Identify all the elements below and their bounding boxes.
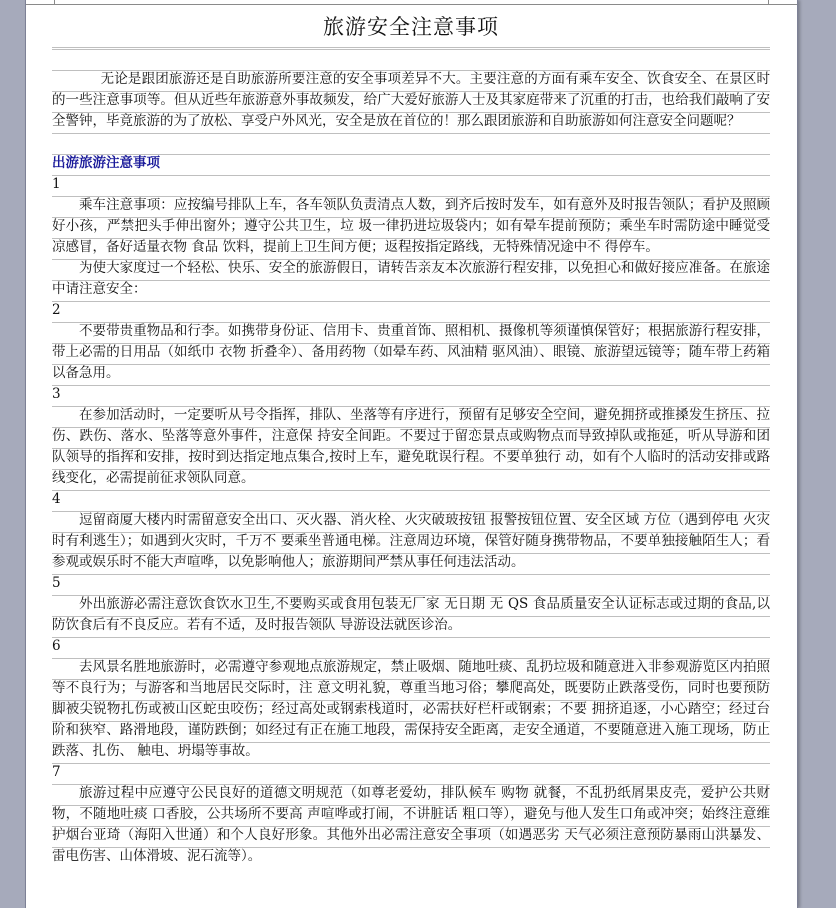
item-number: 5 (52, 575, 61, 591)
item-paragraph: 旅游过程中应遵守公民良好的道德文明规范（如尊老爱幼，排队候车 购物 就餐，不乱扔纸屑果皮壳，爱护公共财物，不随地吐痰 口香胶，公共场所不要高 声喧哗或打闹，不讲脏话 粗口等），避免与他人发生口角或冲突；始终注意维护烟台亚琦（海阳入世通）和个人良好形象。其他外出必需注意安全事项（如遇恶劣 天气必须注意预防暴雨山洪暴发、雷电伤害、山体滑坡、泥石流等）。 (52, 785, 770, 864)
intro-paragraph: 无论是跟团旅游还是自助旅游所要注意的安全事项差异不大。主要注意的方面有乘车安全、饮食安全、在景区时的一些注意事项等。但从近些年旅游意外事故频发，给广大爱好旅游人士及其家庭带来了沉重的打击，也给我们敲响了安全警钟，毕竟旅游的为了放松、享受户外风光，安全是放在首位的！那么跟团旅游和自助旅游如何注意安全问题呢？ (52, 71, 770, 129)
item-6 (52, 636, 770, 762)
margin-corner-right (768, 0, 769, 4)
item-number: 7 (52, 764, 61, 780)
item-number: 3 (52, 386, 61, 402)
item-paragraph: 外出旅游必需注意饮食饮水卫生,不要购买或食用包装无厂家 无日期 无 QS 食品质量安全认证标志或过期的食品,以防饮食后有不良反应。若有不适，及时报告领队 导游设法就医诊治。 (52, 596, 770, 633)
document-page (25, 0, 798, 908)
blank-line (52, 48, 770, 69)
section-heading: 出游旅游注意事项 (52, 155, 160, 171)
item-1 (52, 174, 770, 300)
item-number: 4 (52, 491, 61, 507)
document-title: 旅游安全注意事项 (52, 8, 770, 48)
item-2 (52, 300, 770, 384)
item-4 (52, 489, 770, 573)
item-paragraph: 为使大家度过一个轻松、快乐、安全的旅游假日，请转告亲友本次旅游行程安排，以免担心和做好接应准备。在旅途中请注意安全： (52, 260, 770, 297)
item-3 (52, 384, 770, 489)
item-7 (52, 762, 770, 867)
blank-line (52, 132, 770, 153)
item-number: 2 (52, 302, 61, 318)
item-paragraph: 不要带贵重物品和行李。如携带身份证、信用卡、贵重首饰、照相机、摄像机等须谨慎保管好；根据旅游行程安排，带上必需的日用品（如纸巾 衣物 折叠伞）、备用药物（如晕车药、风油精 驱风油）、眼镜、旅游望远镜等；随车带上药箱以备急用。 (52, 323, 770, 381)
page-top-border (26, 4, 797, 5)
document-body[interactable] (52, 8, 770, 867)
item-number: 1 (52, 176, 61, 192)
item-paragraph: 在参加活动时，一定要听从号令指挥，排队、坐落等有序进行，预留有足够安全空间，避免拥挤或推搡发生挤压、拉伤、跌伤、落水、坠落等意外事件，注意保 持安全间距。不要过于留恋景点或购物点而导致掉队或拖延，听从导游和团队领导的指挥和安排，按时到达指定地点集合,按时上车，避免耽误行程。不要单独行 动，如有个人临时的活动安排或路线变化，必需提前征求领队同意。 (52, 407, 770, 486)
item-paragraph: 逗留商厦大楼内时需留意安全出口、灭火器、消火栓、火灾破玻按钮 报警按钮位置、安全区域 方位（遇到停电 火灾时有利逃生）；如遇到火灾时，千万不 要乘坐普通电梯。注意周边环境，保管好随身携带物品，不要单独接触陌生人；看参观或娱乐时不能大声喧哗，以免影响他人；旅游期间严禁从事任何违法活动。 (52, 512, 770, 570)
item-paragraph: 乘车注意事项：应按编号排队上车，各车领队负责清点人数，到齐后按时发车，如有意外及时报告领队；看护及照顾好小孩，严禁把头手伸出窗外；遵守公共卫生，垃 圾一律扔进垃圾袋内；如有晕车提前预防；乘坐车时需防途中睡觉受凉感冒，备好适量衣物 食品 饮料，提前上卫生间方便；返程按指定路线，无特殊情况途中不 得停车。 (52, 197, 770, 255)
item-paragraph: 去风景名胜地旅游时，必需遵守参观地点旅游规定，禁止吸烟、随地吐痰、乱扔垃圾和随意进入非参观游览区内拍照等不良行为；与游客和当地居民交际时，注 意文明礼貌，尊重当地习俗；攀爬高处，既要防止跌落受伤，同时也要预防脚被尖锐物扎伤或被山区蛇虫咬伤；经过高处或钢索栈道时，必需扶好栏杆或钢索；不要 拥挤追逐，小心踏空；经过台阶和狭窄、路滑地段，谨防跌倒；如经过有正在施工地段，需保持安全距离，走安全通道，不要随意进入施工现场，防止跌落、扎伤、 触电、坍塌等事故。 (52, 659, 770, 759)
item-number: 6 (52, 638, 61, 654)
item-5 (52, 573, 770, 636)
margin-corner-left (54, 0, 55, 4)
